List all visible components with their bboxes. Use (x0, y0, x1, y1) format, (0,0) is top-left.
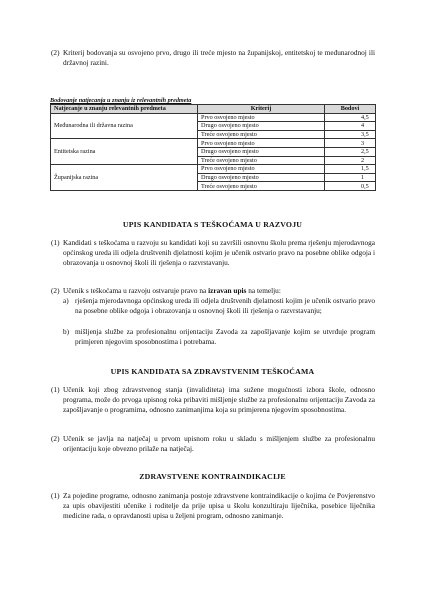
points-cell: 3 (325, 139, 376, 148)
points-cell: 4,5 (325, 113, 376, 122)
intro-number: (2) (51, 48, 60, 57)
paragraph-text: Kandidati s teškoćama u razvoju su kandidati koji su završili osnovnu školu prema rješenju mjerodavnoga općinskog ureda ili odjela društvenih djelatnosti kojim je učenik ostvario pravo na posebne oblike odgoja i obrazovanja u osnovnoj školi ili rješenja o razvrstavanju. (63, 238, 375, 268)
paragraph-text: Učenik koji zbog zdravstvenog stanja (invaliditeta) ima sužene mogućnosti izbora škole, odnosno programa, može do prvoga upisnog roka pribaviti mišljenje službe za profesionalnu orijentaciju Zavoda za zapošljavanje o programima, odnosno zanimanjima koja su primjerena njegovim sposobnostima. (63, 385, 375, 415)
item-text: rješenja mjerodavnoga općinskog ureda ili odjela društvenih djelatnosti kojim je učenik ostvario pravo na posebne oblike odgoja i obrazovanja u osnovnoj školi ili rješenja o razvrstavanju; (75, 296, 375, 316)
paragraph-number: (1) (51, 385, 60, 394)
section1-item-b (63, 327, 375, 347)
paragraph-text-bold: izravan upis (208, 286, 247, 295)
section3-paragraph-1 (51, 491, 375, 522)
paragraph-text: Za pojedine programe, odnosno zanimanja postoje zdravstvene kontraindikacije o kojima će Povjerenstvo za upis obavijestiti učenike i roditelje da prije upisa u školu konzultiraju liječnika, posebice liječnika medicine rada, o opravdanosti upisa u željeni program, odnosno zanimanje. (63, 491, 375, 521)
criterion-cell: Prvo osvojeno mjesto (198, 139, 325, 148)
points-cell: 4 (325, 122, 376, 131)
header-points: Bodovi (325, 105, 376, 114)
section2-paragraph-1 (51, 385, 375, 416)
criterion-cell: Drugo osvojeno mjesto (198, 173, 325, 182)
criterion-cell: Prvo osvojeno mjesto (198, 165, 325, 174)
section1-paragraph-1 (51, 238, 375, 269)
intro-text: Kriterij bodovanja su osvojeno prvo, drugo ili treće mjesto na županijskoj, entitetskoj te međunarodnoj ili državnoj razini. (63, 48, 375, 68)
points-cell: 3,5 (325, 130, 376, 139)
table-row (51, 139, 376, 148)
section1-item-a (63, 296, 375, 316)
table-row (51, 113, 376, 122)
points-cell: 0,5 (325, 182, 376, 191)
level-cell: Županijska razina (51, 165, 198, 191)
intro-paragraph (51, 48, 375, 68)
criterion-cell: Prvo osvojeno mjesto (198, 113, 325, 122)
header-competition: Natjecanje u znanju relevantnih predmeta (51, 105, 198, 114)
paragraph-number: (1) (51, 491, 60, 500)
points-cell: 1 (325, 173, 376, 182)
section-heading-contraindications: ZDRAVSTVENE KONTRAINDIKACIJE (139, 472, 286, 481)
table-row (51, 165, 376, 174)
section-heading-health: UPIS KANDIDATA SA ZDRAVSTVENIM TEŠKOĆAMA (110, 367, 315, 376)
criterion-cell: Drugo osvojeno mjesto (198, 122, 325, 131)
item-label: a) (63, 296, 69, 305)
section2-paragraph-2 (51, 434, 375, 454)
paragraph-number: (1) (51, 238, 60, 247)
level-cell: Entitetska razina (51, 139, 198, 165)
paragraph-text-before: Učenik s teškoćama u razvoju ostvaruje pravo na (63, 286, 209, 295)
paragraph-text-after: na temelju: (246, 286, 281, 295)
points-cell: 1,5 (325, 165, 376, 174)
criterion-cell: Drugo osvojeno mjesto (198, 147, 325, 156)
criterion-cell: Treće osvojeno mjesto (198, 182, 325, 191)
section-heading-developmental: UPIS KANDIDATA S TEŠKOĆAMA U RAZVOJU (122, 220, 303, 229)
paragraph-text: Učenik se javlja na natječaj u prvom upisnom roku u skladu s mišljenjem službe za profesionalnu orijentaciju koje obvezno prilaže na natječaj. (63, 434, 375, 454)
criterion-cell: Treće osvojeno mjesto (198, 130, 325, 139)
points-cell: 2,5 (325, 147, 376, 156)
table-caption: Bodovanje natjecanja u znanju iz relevantnih predmeta (50, 97, 192, 104)
paragraph-number: (2) (51, 434, 60, 443)
criterion-cell: Treće osvojeno mjesto (198, 156, 325, 165)
paragraph-number: (2) (51, 286, 60, 295)
level-cell: Međunarodna ili državna razina (51, 113, 198, 139)
header-criterion: Kriterij (198, 105, 325, 114)
section1-paragraph-2 (51, 286, 375, 296)
table-header-row (51, 105, 376, 114)
item-text: mišljenja službe za profesionalnu orijentaciju Zavoda za zapošljavanje kojim se utvrđuje program primjeren njegovim sposobnostima i potrebama. (75, 327, 375, 347)
item-label: b) (63, 327, 70, 336)
points-cell: 2 (325, 156, 376, 165)
competition-table (50, 104, 376, 191)
